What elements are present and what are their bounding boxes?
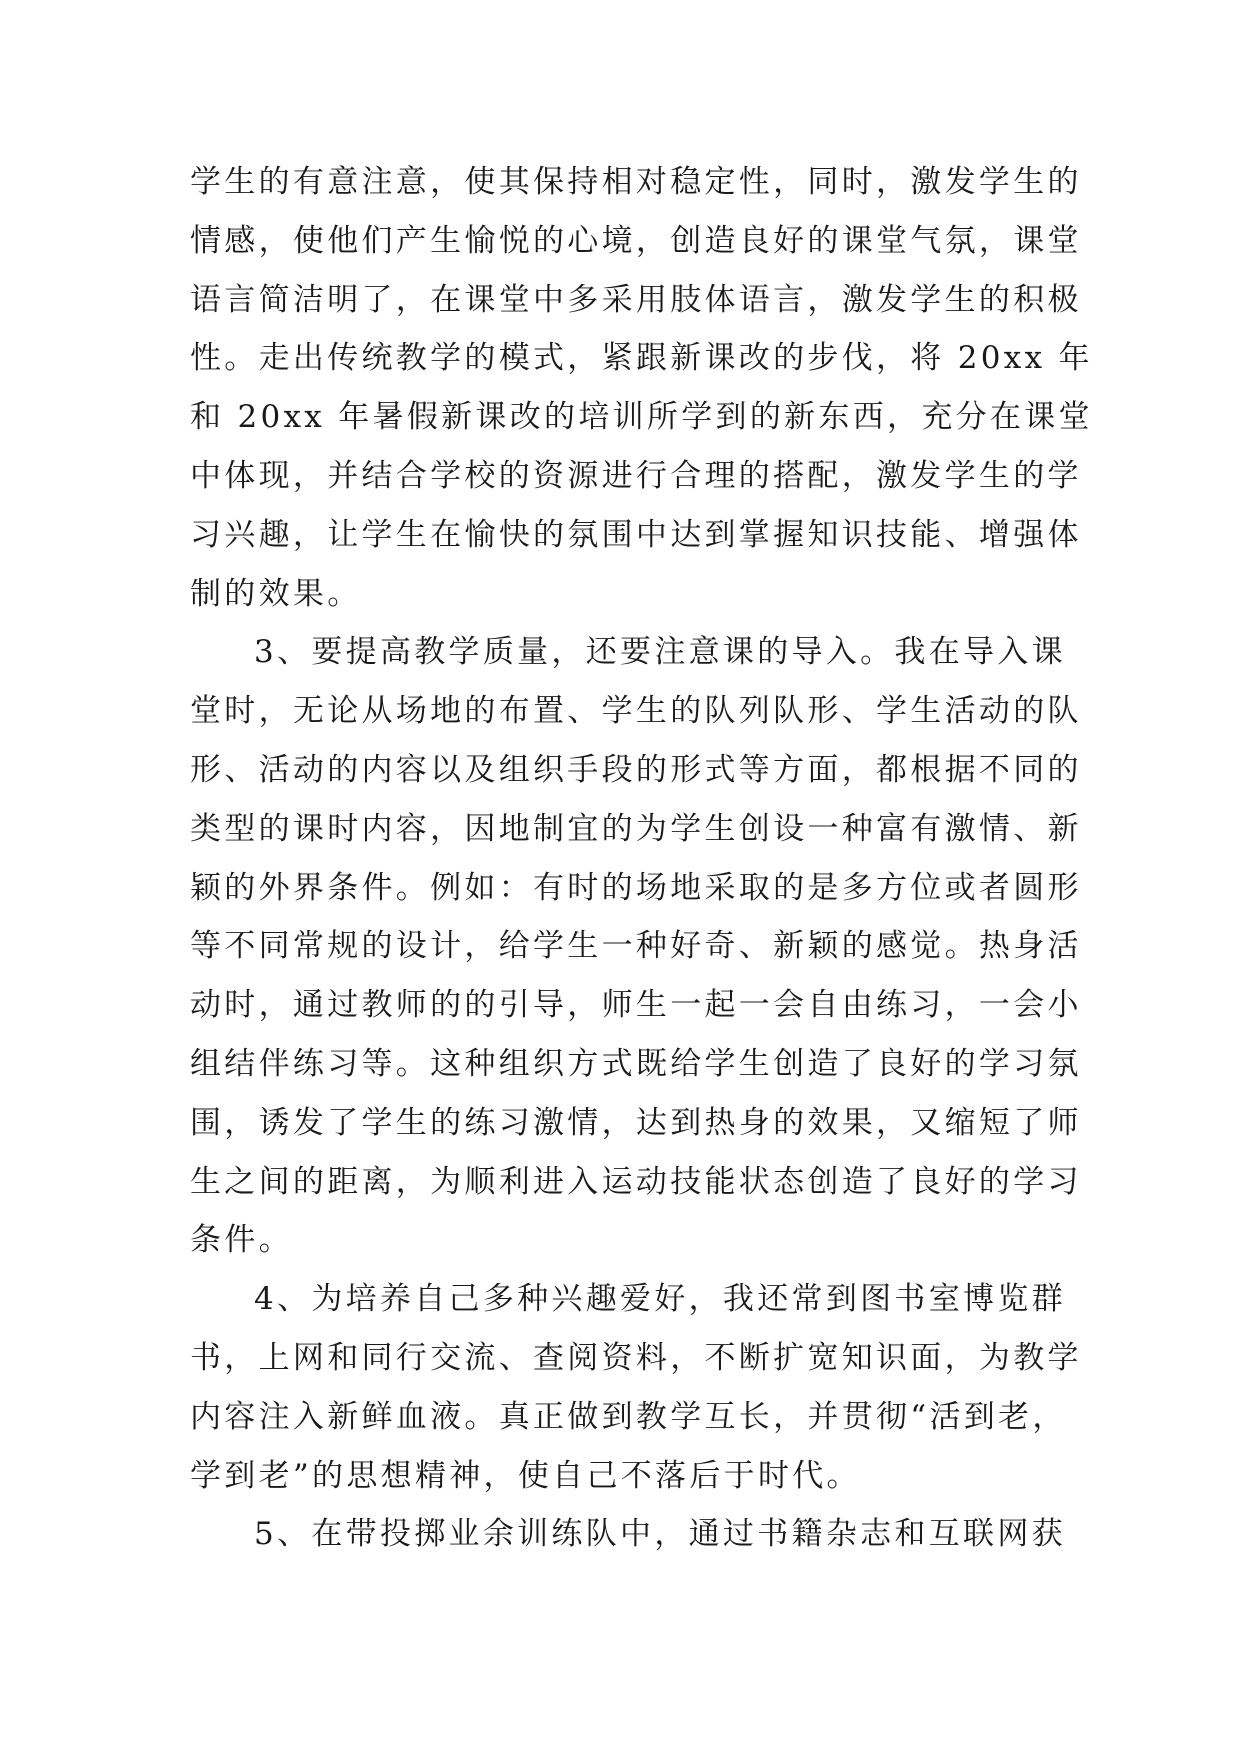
text-line: 动时，通过教师的的引导，师生一起一会自由练习，一会小 bbox=[190, 987, 1082, 1024]
text-line: 条件。 bbox=[190, 1222, 293, 1259]
text-line: 和 20xx 年暑假新课改的培训所学到的新东西，充分在课堂 bbox=[190, 399, 1093, 436]
text-line: 学到老”的思想精神，使自己不落后于时代。 bbox=[190, 1457, 861, 1494]
paragraph-first-line: 4、为培养自己多种兴趣爱好，我还常到图书室博览群 bbox=[254, 1281, 1066, 1318]
text-line: 类型的课时内容，因地制宜的为学生创设一种富有激情、新 bbox=[190, 810, 1082, 847]
text-line: 颖的外界条件。例如：有时的场地采取的是多方位或者圆形 bbox=[190, 869, 1082, 906]
text-line: 堂时，无论从场地的布置、学生的队列队形、学生活动的队 bbox=[190, 693, 1082, 730]
paragraph-first-line: 5、在带投掷业余训练队中，通过书籍杂志和互联网获 bbox=[254, 1516, 1066, 1553]
text-line: 书，上网和同行交流、查阅资料，不断扩宽知识面，为教学 bbox=[190, 1339, 1082, 1376]
text-line: 学生的有意注意，使其保持相对稳定性，同时，激发学生的 bbox=[190, 164, 1082, 200]
text-line: 习兴趣，让学生在愉快的氛围中达到掌握知识技能、增强体 bbox=[190, 516, 1082, 553]
paragraph-first-line: 3、要提高教学质量，还要注意课的导入。我在导入课 bbox=[254, 634, 1066, 671]
text-line: 制的效果。 bbox=[190, 575, 362, 612]
text-line: 生之间的距离，为顺利进入运动技能状态创造了良好的学习 bbox=[190, 1163, 1082, 1200]
text-line: 组结伴练习等。这种组织方式既给学生创造了良好的学习氛 bbox=[190, 1045, 1082, 1082]
text-line: 内容注入新鲜血液。真正做到教学互长，并贯彻“活到老， bbox=[190, 1398, 1067, 1435]
text-line: 语言简洁明了，在课堂中多采用肢体语言，激发学生的积极 bbox=[190, 281, 1082, 318]
text-line: 中体现，并结合学校的资源进行合理的搭配，激发学生的学 bbox=[190, 457, 1082, 494]
text-line: 情感，使他们产生愉悦的心境，创造良好的课堂气氛，课堂 bbox=[190, 222, 1082, 259]
text-line: 围，诱发了学生的练习激情，达到热身的效果，又缩短了师 bbox=[190, 1104, 1082, 1141]
body-text bbox=[190, 153, 1093, 1564]
text-line: 等不同常规的设计，给学生一种好奇、新颖的感觉。热身活 bbox=[190, 928, 1082, 965]
text-line: 形、活动的内容以及组织手段的形式等方面，都根据不同的 bbox=[190, 751, 1082, 788]
text-line: 性。走出传统教学的模式，紧跟新课改的步伐，将 20xx 年 bbox=[190, 340, 1093, 377]
